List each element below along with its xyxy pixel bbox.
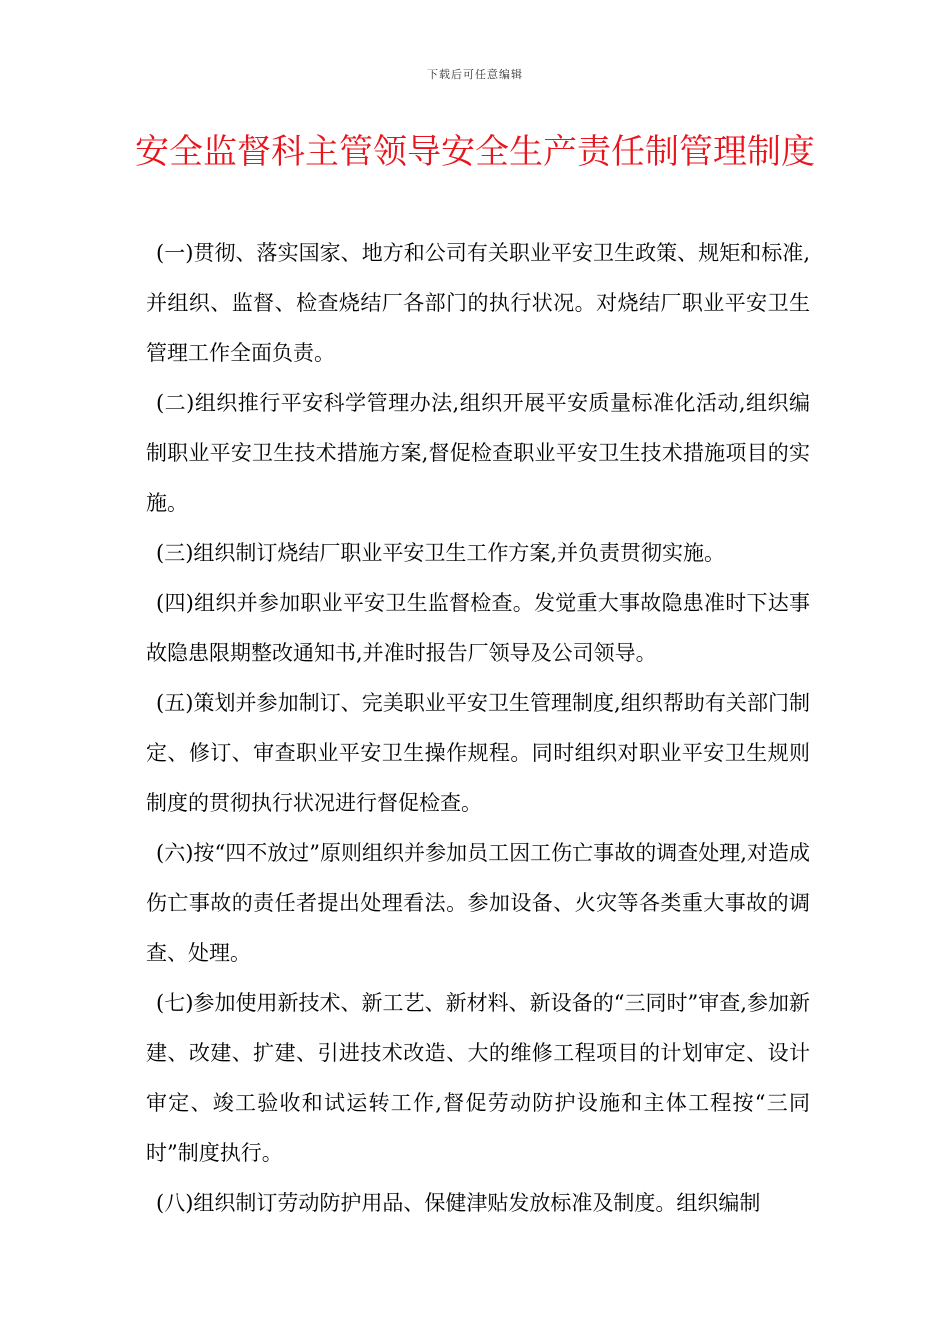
paragraph-8: (八)组织制订劳动防护用品、保健津贴发放标准及制度。组织编制 <box>156 1191 761 1215</box>
paragraph-1: (一)贯彻、落实国家、地方和公司有关职业平安卫生政策、规矩和标准,并组织、监督、检查烧结厂各部门的执行状况。对烧结厂职业平安卫生管理工作全面负责。 <box>146 241 810 365</box>
paragraph-2: (二)组织推行平安科学管理办法,组织开展平安质量标准化活动,组织编制职业平安卫生技术措施方案,督促检查职业平安卫生技术措施项目的实施。 <box>146 391 810 515</box>
document-body <box>146 228 810 1228</box>
paragraph-4: (四)组织并参加职业平安卫生监督检查。发觉重大事故隐患准时下达事故隐患限期整改通知书,并准时报告厂领导及公司领导。 <box>146 591 810 665</box>
document-title: 安全监督科主管领导安全生产责任制管理制度 <box>135 132 815 172</box>
header-note: 下载后可任意编辑 <box>427 68 523 81</box>
paragraph-7: (七)参加使用新技术、新工艺、新材料、新设备的“三同时”审查,参加新建、改建、扩建、引进技术改造、大的维修工程项目的计划审定、设计审定、竣工验收和试运转工作,督促劳动防护设施和主体工程按“三同时”制度执行。 <box>146 991 810 1165</box>
paragraph-6: (六)按“四不放过”原则组织并参加员工因工伤亡事故的调查处理,对造成伤亡事故的责任者提出处理看法。参加设备、火灾等各类重大事故的调查、处理。 <box>146 841 810 965</box>
paragraph-3: (三)组织制订烧结厂职业平安卫生工作方案,并负责贯彻实施。 <box>156 541 726 565</box>
paragraph-5: (五)策划并参加制订、完美职业平安卫生管理制度,组织帮助有关部门制定、修订、审查职业平安卫生操作规程。同时组织对职业平安卫生规则制度的贯彻执行状况进行督促检查。 <box>146 691 810 815</box>
